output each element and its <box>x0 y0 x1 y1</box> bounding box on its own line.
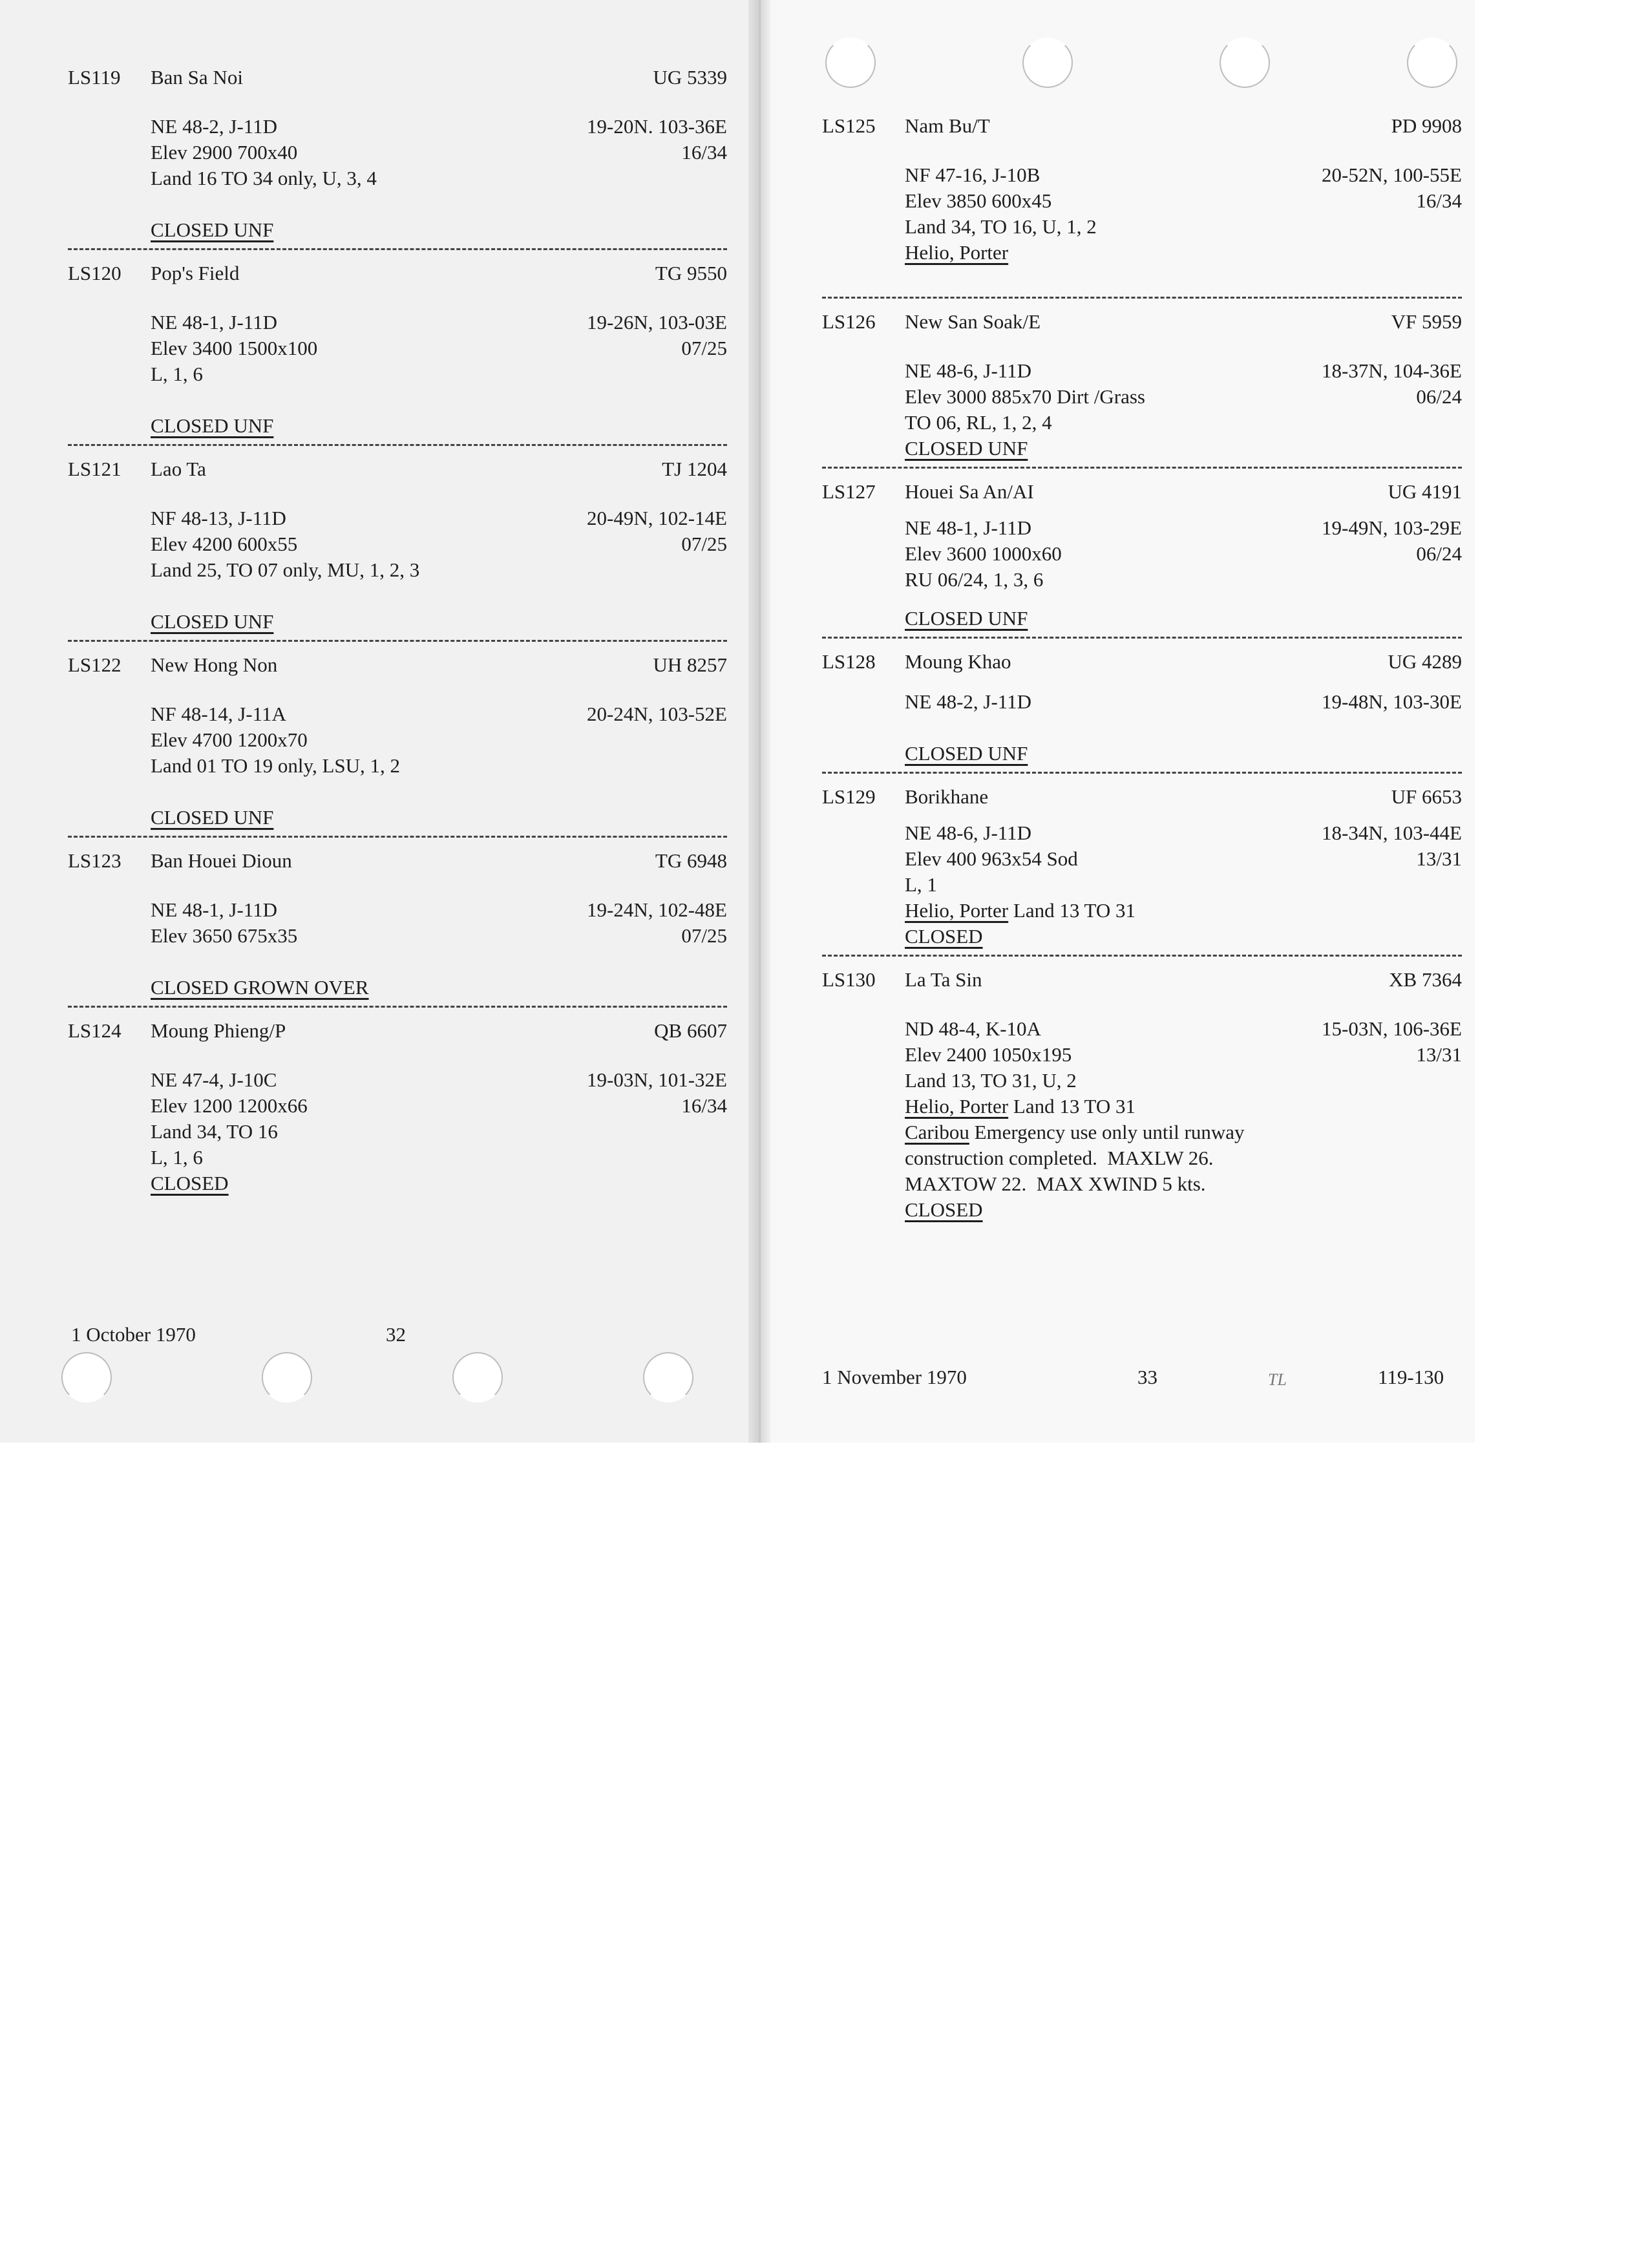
entry-name: Borikhane <box>905 785 989 808</box>
entry-ls119 <box>68 65 727 250</box>
entry-line: Elev 4700 1200x70 <box>151 728 308 751</box>
entry-ls130 <box>822 967 1462 1223</box>
entry-line: Elev 2400 1050x195 <box>905 1043 1072 1066</box>
entry-status: CLOSED UNF <box>151 414 274 437</box>
entry-line: NE 48-2, J-11D <box>151 115 278 138</box>
entry-ls120 <box>68 260 727 446</box>
entry-status: CLOSED UNF <box>905 437 1028 460</box>
entry-name: La Ta Sin <box>905 968 982 991</box>
entry-name: Ban Sa Noi <box>151 66 243 89</box>
entry-runway: 06/24 <box>1416 385 1462 408</box>
entry-coordinates: 18-37N, 104-36E <box>1322 359 1462 382</box>
entry-grid-ref: UG 5339 <box>653 66 727 89</box>
entry-line: MAXTOW 22. MAX XWIND 5 kts. <box>905 1172 1206 1195</box>
entry-status: CLOSED UNF <box>151 806 274 829</box>
entry-id: LS121 <box>68 458 121 480</box>
entry-id: LS130 <box>822 968 876 991</box>
left-entries <box>68 65 727 1196</box>
entry-ls128 <box>822 649 1462 774</box>
entry-aircraft-restriction: Land 13 TO 31 <box>1008 899 1136 922</box>
entry-line: Land 16 TO 34 only, U, 3, 4 <box>151 167 377 189</box>
entry-line: NF 47-16, J-10B <box>905 164 1041 186</box>
entry-grid-ref: TG 9550 <box>655 262 727 284</box>
entry-line: Land 01 TO 19 only, LSU, 1, 2 <box>151 754 401 777</box>
entry-line: Elev 400 963x54 Sod <box>905 847 1078 870</box>
entry-line: Elev 2900 700x40 <box>151 141 298 164</box>
entry-line: NE 48-6, J-11D <box>905 821 1032 844</box>
footer-page-number: 33 <box>1137 1366 1157 1388</box>
entry-runway: 07/25 <box>681 533 727 555</box>
entry-id: LS122 <box>68 653 121 676</box>
entry-name: New San Soak/E <box>905 310 1041 333</box>
entry-line: Elev 3650 675x35 <box>151 924 298 947</box>
entry-status: CLOSED UNF <box>151 610 274 633</box>
entry-line: Elev 4200 600x55 <box>151 533 298 555</box>
entry-grid-ref: UH 8257 <box>653 653 727 676</box>
entry-status: CLOSED <box>151 1172 229 1194</box>
entry-coordinates: 18-34N, 103-44E <box>1322 821 1462 844</box>
footer-entry-range: 119-130 <box>1378 1366 1444 1388</box>
entry-name: Lao Ta <box>151 458 206 480</box>
entry-runway: 16/34 <box>681 1094 727 1117</box>
entry-coordinates: 19-24N, 102-48E <box>587 898 727 921</box>
entry-status: CLOSED <box>905 925 983 948</box>
entry-name: Pop's Field <box>151 262 240 284</box>
divider <box>68 1006 727 1008</box>
punch-hole <box>825 37 876 88</box>
punch-hole <box>643 1352 693 1403</box>
entry-grid-ref: UG 4289 <box>1388 650 1462 673</box>
entry-grid-ref: QB 6607 <box>654 1019 727 1042</box>
divider <box>68 836 727 838</box>
entry-coordinates: 20-24N, 103-52E <box>587 703 727 725</box>
entry-line: TO 06, RL, 1, 2, 4 <box>905 411 1052 434</box>
entry-ls127 <box>822 479 1462 639</box>
punch-hole <box>61 1352 112 1403</box>
entry-status: CLOSED GROWN OVER <box>151 976 369 999</box>
entry-line: Land 25, TO 07 only, MU, 1, 2, 3 <box>151 558 420 581</box>
entry-line: NE 48-1, J-11D <box>151 311 278 334</box>
entry-id: LS129 <box>822 785 876 808</box>
entry-name: New Hong Non <box>151 653 278 676</box>
divider <box>68 640 727 642</box>
entry-name: Ban Houei Dioun <box>151 849 292 872</box>
entry-line: Elev 3850 600x45 <box>905 189 1052 212</box>
divider <box>822 955 1462 957</box>
entry-line: Land 34, TO 16 <box>151 1120 278 1143</box>
entry-coordinates: 19-48N, 103-30E <box>1322 690 1462 713</box>
divider <box>822 637 1462 639</box>
entry-runway: 06/24 <box>1416 542 1462 565</box>
entry-id: LS126 <box>822 310 876 333</box>
entry-ls125 <box>822 113 1462 299</box>
entry-coordinates: 19-03N, 101-32E <box>587 1068 727 1091</box>
right-page <box>759 0 1475 1443</box>
entry-ls126 <box>822 309 1462 469</box>
divider <box>68 444 727 446</box>
entry-aircraft-note: Helio, Porter <box>905 1095 1009 1118</box>
entry-grid-ref: TG 6948 <box>655 849 727 872</box>
entry-id: LS127 <box>822 480 876 503</box>
entry-ls129 <box>822 784 1462 957</box>
entry-id: LS119 <box>68 66 121 89</box>
entry-line: NF 48-13, J-11D <box>151 507 286 529</box>
entry-runway: 07/25 <box>681 337 727 359</box>
entry-line: NE 48-6, J-11D <box>905 359 1032 382</box>
divider <box>822 467 1462 469</box>
punch-hole <box>1220 37 1270 88</box>
entry-id: LS123 <box>68 849 121 872</box>
entry-coordinates: 20-52N, 100-55E <box>1322 164 1462 186</box>
entry-runway: 07/25 <box>681 924 727 947</box>
entry-grid-ref: VF 5959 <box>1391 310 1462 333</box>
entry-coordinates: 19-20N. 103-36E <box>587 115 727 138</box>
entry-caribou-note: Caribou <box>905 1121 969 1143</box>
entry-line: Elev 3000 885x70 Dirt /Grass <box>905 385 1145 408</box>
entry-status: CLOSED <box>905 1198 983 1221</box>
entry-ls121 <box>68 456 727 642</box>
entry-line: L, 1 <box>905 873 937 896</box>
entry-line: Land 34, TO 16, U, 1, 2 <box>905 215 1097 238</box>
handwritten-initials: TL <box>1268 1370 1287 1389</box>
entry-line: NE 48-2, J-11D <box>905 690 1032 713</box>
entry-line: NE 48-1, J-11D <box>905 516 1032 539</box>
right-entries <box>822 113 1462 1223</box>
entry-line: Land 13, TO 31, U, 2 <box>905 1069 1077 1092</box>
entry-grid-ref: XB 7364 <box>1389 968 1462 991</box>
entry-coordinates: 19-26N, 103-03E <box>587 311 727 334</box>
entry-line: Elev 1200 1200x66 <box>151 1094 308 1117</box>
entry-line: L, 1, 6 <box>151 1146 203 1169</box>
punch-hole <box>262 1352 312 1403</box>
entry-runway: 16/34 <box>681 141 727 164</box>
entry-line: NE 48-1, J-11D <box>151 898 278 921</box>
page-fold-shadow <box>748 0 770 1443</box>
divider <box>822 772 1462 774</box>
entry-runway: 16/34 <box>1416 189 1462 212</box>
entry-line: ND 48-4, K-10A <box>905 1017 1041 1040</box>
entry-status: CLOSED UNF <box>905 742 1028 765</box>
entry-ls122 <box>68 652 727 838</box>
entry-line: L, 1, 6 <box>151 363 203 385</box>
punch-hole <box>1407 37 1457 88</box>
entry-runway: 13/31 <box>1416 847 1462 870</box>
entry-status: CLOSED UNF <box>905 607 1028 630</box>
entry-aircraft-note: Helio, Porter <box>905 241 1009 264</box>
entry-caribou-restriction: Emergency use only until runway <box>969 1121 1245 1143</box>
entry-line: Elev 3600 1000x60 <box>905 542 1062 565</box>
divider <box>822 297 1462 299</box>
entry-name: Houei Sa An/AI <box>905 480 1034 503</box>
entry-line: NF 48-14, J-11A <box>151 703 286 725</box>
entry-coordinates: 19-49N, 103-29E <box>1322 516 1462 539</box>
entry-grid-ref: UF 6653 <box>1391 785 1462 808</box>
entry-grid-ref: PD 9908 <box>1391 114 1462 137</box>
entry-id: LS124 <box>68 1019 121 1042</box>
entry-line: Elev 3400 1500x100 <box>151 337 318 359</box>
entry-coordinates: 15-03N, 106-36E <box>1322 1017 1462 1040</box>
entry-grid-ref: TJ 1204 <box>662 458 727 480</box>
entry-aircraft-note: Helio, Porter <box>905 899 1009 922</box>
entry-id: LS128 <box>822 650 876 673</box>
entry-coordinates: 20-49N, 102-14E <box>587 507 727 529</box>
entry-status: CLOSED UNF <box>151 218 274 241</box>
left-page <box>0 0 759 1443</box>
punch-hole <box>1022 37 1073 88</box>
punch-hole <box>452 1352 503 1403</box>
entry-aircraft-restriction: Land 13 TO 31 <box>1008 1095 1136 1118</box>
entry-id: LS125 <box>822 114 876 137</box>
footer-date: 1 October 1970 <box>71 1323 196 1346</box>
entry-name: Moung Phieng/P <box>151 1019 286 1042</box>
entry-name: Moung Khao <box>905 650 1011 673</box>
entry-line: NE 47-4, J-10C <box>151 1068 277 1091</box>
entry-runway: 13/31 <box>1416 1043 1462 1066</box>
entry-line: construction completed. MAXLW 26. <box>905 1147 1214 1169</box>
entry-line: RU 06/24, 1, 3, 6 <box>905 568 1044 591</box>
entry-grid-ref: UG 4191 <box>1388 480 1462 503</box>
entry-id: LS120 <box>68 262 121 284</box>
footer-page-number: 32 <box>386 1323 406 1346</box>
entry-ls124 <box>68 1018 727 1196</box>
entry-name: Nam Bu/T <box>905 114 990 137</box>
footer-date: 1 November 1970 <box>822 1366 967 1388</box>
entry-ls123 <box>68 848 727 1008</box>
divider <box>68 248 727 250</box>
